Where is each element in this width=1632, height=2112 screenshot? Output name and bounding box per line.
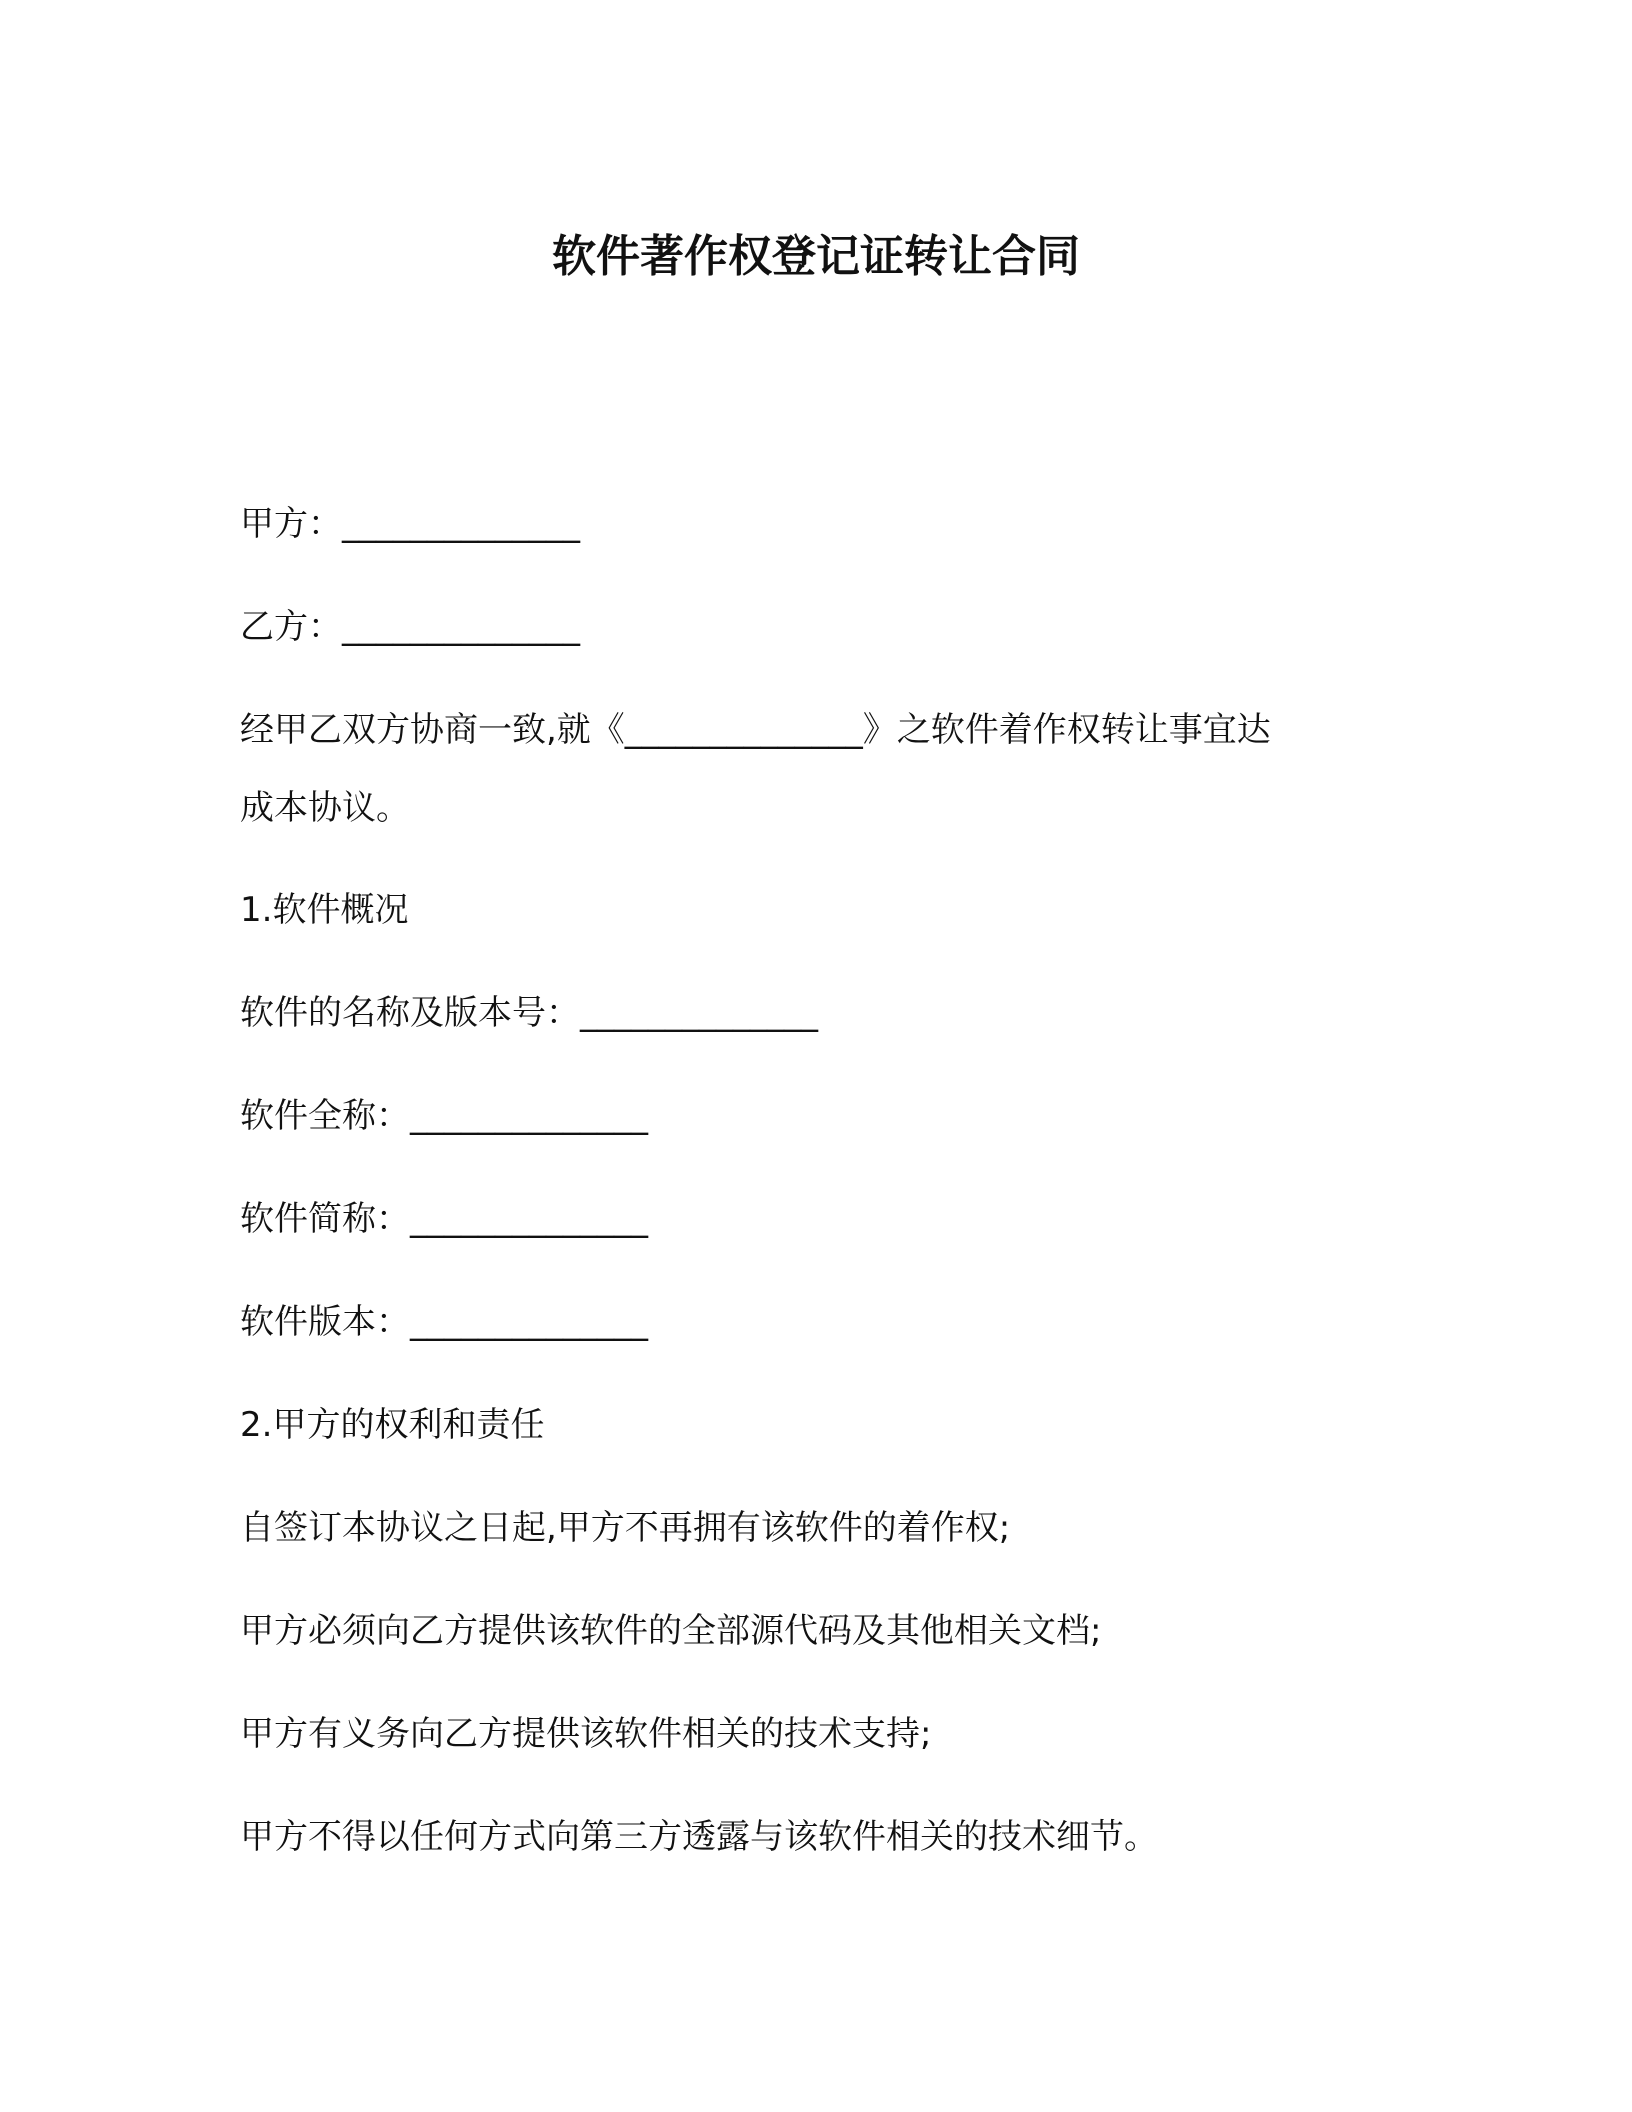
document-title: 软件著作权登记证转让合同 [552, 231, 1080, 282]
software-name-version-blank: ______________ [580, 993, 818, 1033]
software-full-name-line [240, 1094, 648, 1138]
party-a-line [240, 502, 580, 546]
software-full-name-label: 软件全称： [240, 1096, 410, 1136]
section-2-heading: 2.甲方的权利和责任 [240, 1405, 545, 1445]
party-a-duty-item: 甲方有义务向乙方提供该软件相关的技术支持; [240, 1714, 932, 1754]
software-short-name-line [240, 1197, 648, 1241]
intro-paragraph-line-1: 经甲乙双方协商一致,就《______________》之软件着作权转让事宜达 [240, 710, 1271, 750]
software-short-name-label: 软件简称： [240, 1199, 410, 1239]
software-version-line [240, 1300, 648, 1344]
software-short-name-blank: ______________ [410, 1199, 648, 1239]
party-b-blank: ______________ [342, 607, 580, 647]
intro-paragraph-line-2: 成本协议。 [240, 788, 410, 828]
software-name-version-label: 软件的名称及版本号： [240, 993, 580, 1033]
party-a-blank: ______________ [342, 504, 580, 544]
party-b-line [240, 605, 580, 649]
section-1-heading: 1.软件概况 [240, 890, 409, 930]
software-name-version-line [240, 991, 818, 1035]
software-full-name-blank: ______________ [410, 1096, 648, 1136]
party-a-duty-item: 甲方不得以任何方式向第三方透露与该软件相关的技术细节。 [240, 1817, 1158, 1857]
party-a-duty-item: 自签订本协议之日起,甲方不再拥有该软件的着作权; [240, 1508, 1011, 1548]
software-version-label: 软件版本： [240, 1302, 410, 1342]
party-a-duty-item: 甲方必须向乙方提供该软件的全部源代码及其他相关文档; [240, 1611, 1102, 1651]
software-version-blank: ______________ [410, 1302, 648, 1342]
party-a-label: 甲方： [240, 504, 342, 544]
party-b-label: 乙方： [240, 607, 342, 647]
